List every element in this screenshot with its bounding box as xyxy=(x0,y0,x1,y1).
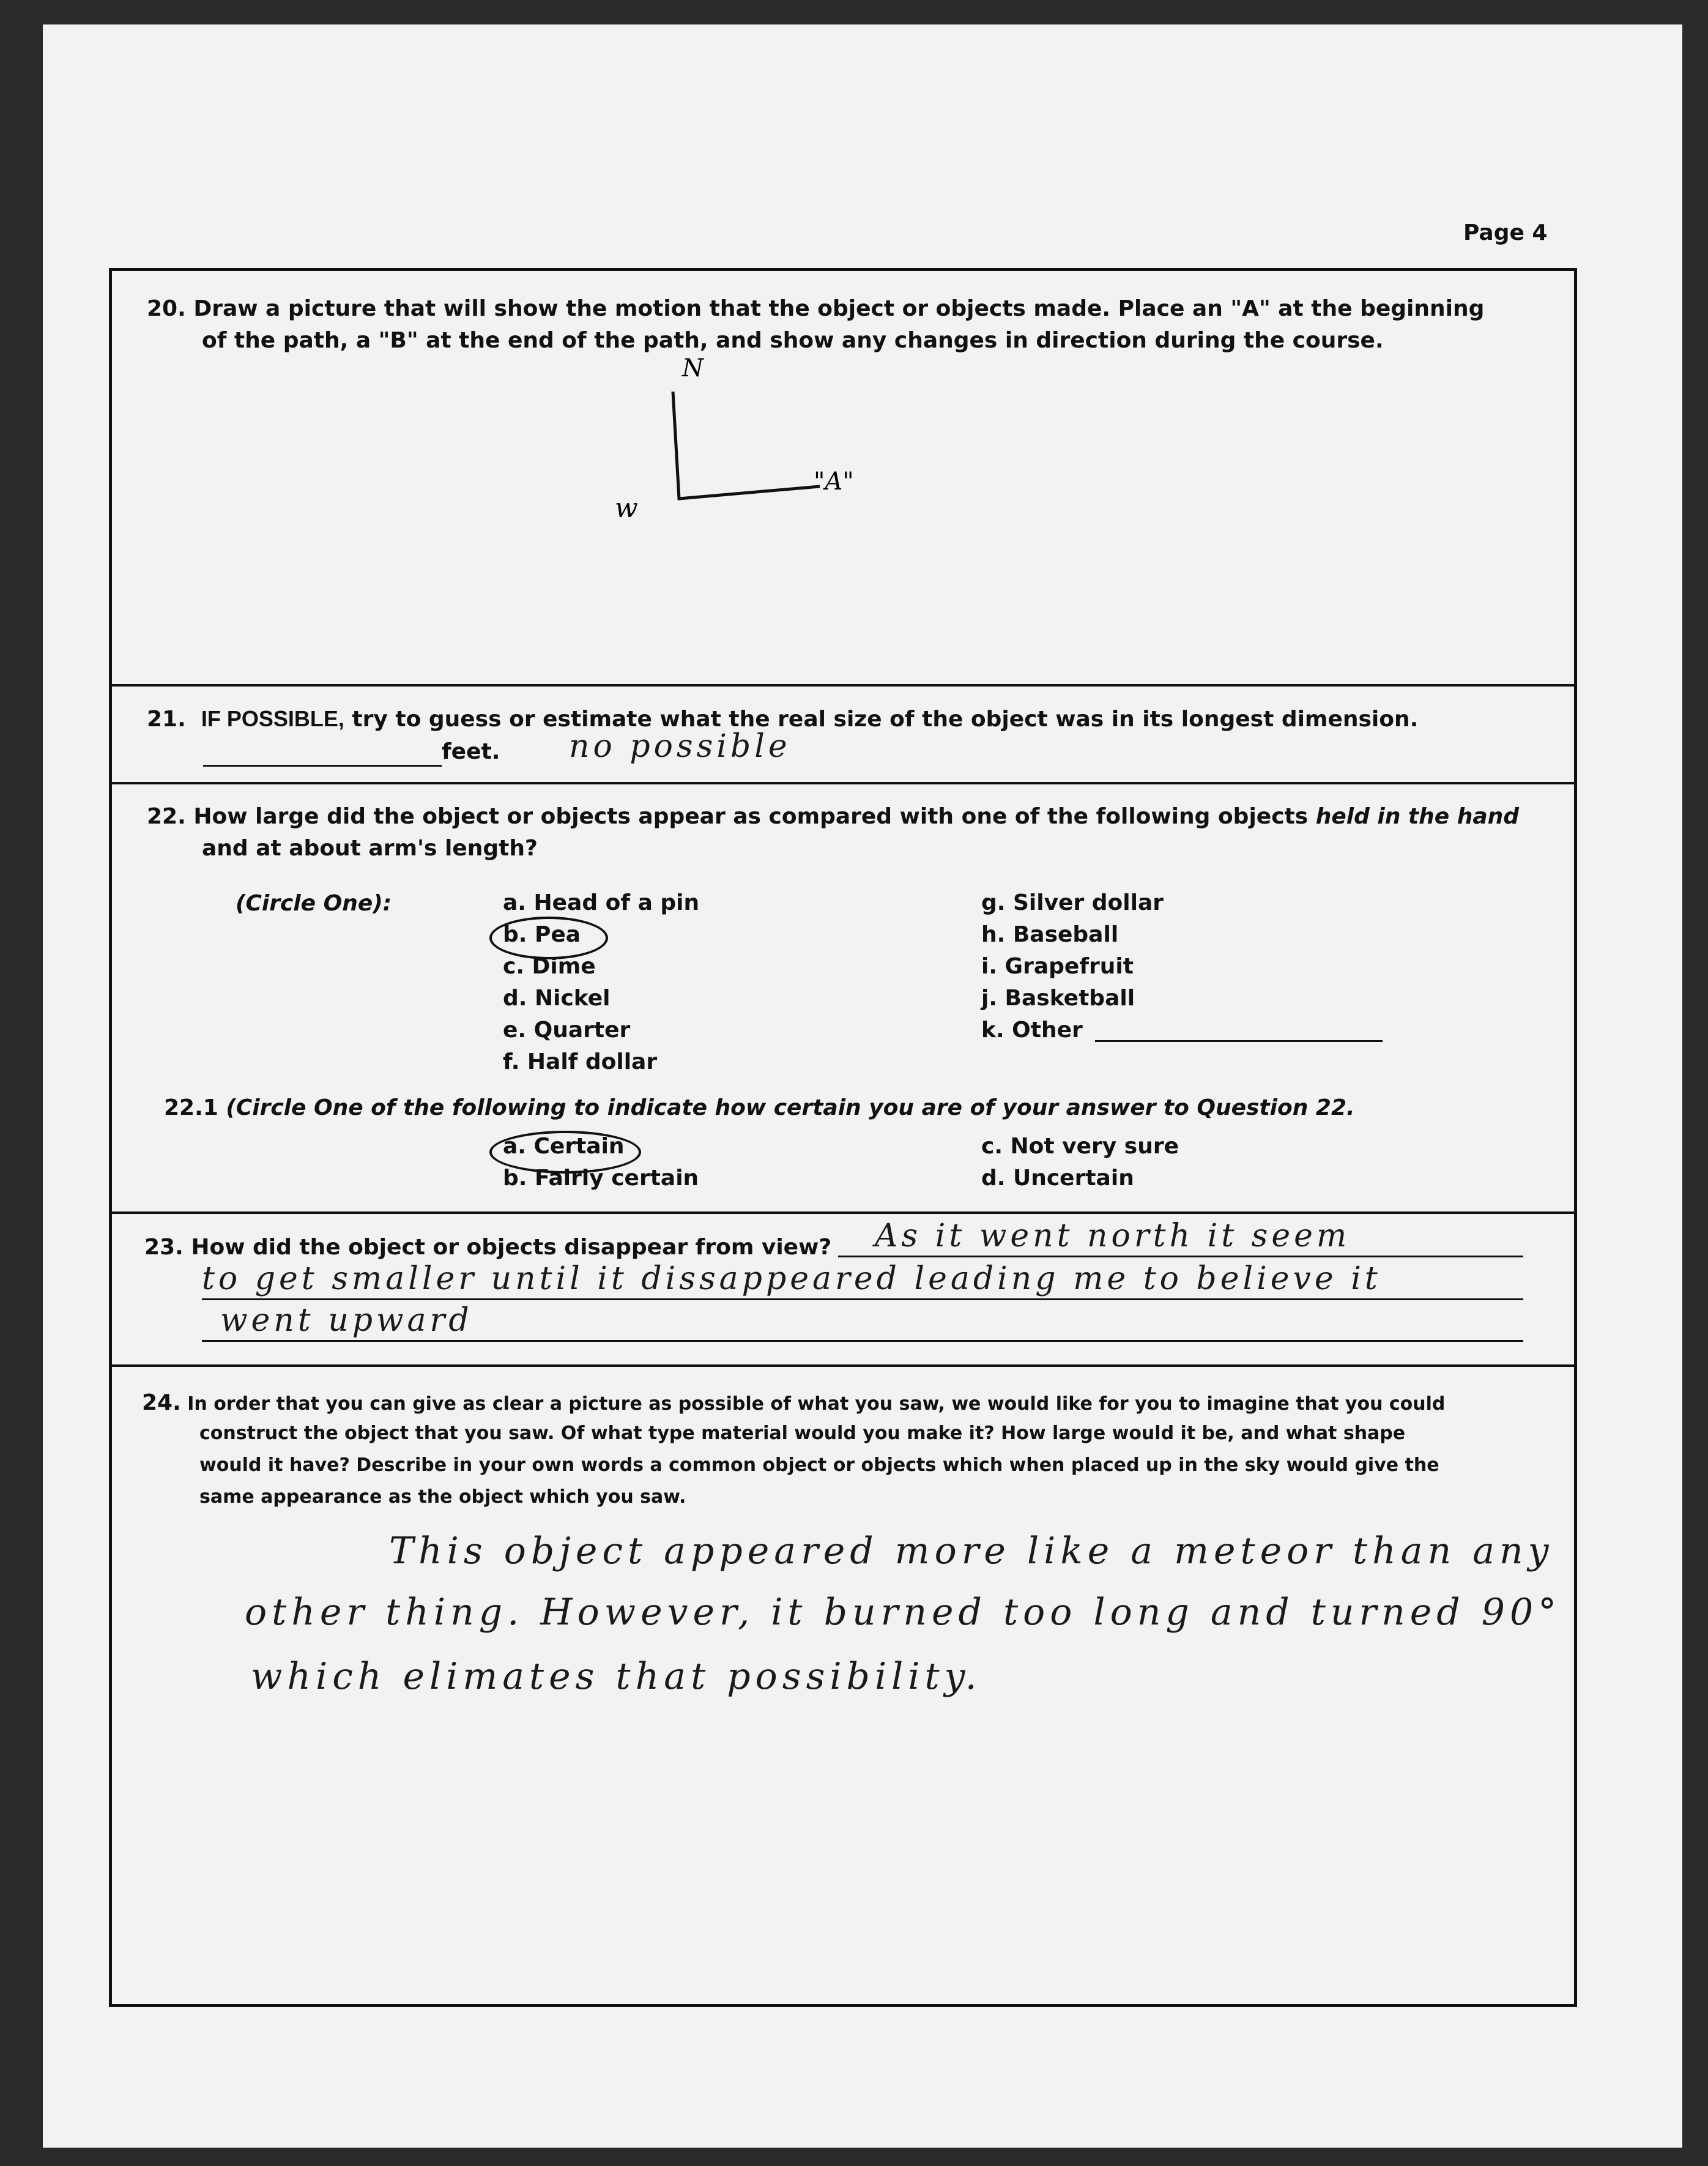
q23-answer-1: As it went north it seem xyxy=(875,1218,1351,1254)
q22-option-h[interactable]: h. Baseball xyxy=(981,922,1119,947)
q22-instruction: (Circle One): xyxy=(236,891,392,916)
sketch-label-a: "A" xyxy=(814,467,854,496)
q22-1-selection-circle xyxy=(489,1131,641,1174)
divider-23-24 xyxy=(109,1364,1577,1367)
q22-1-option-d[interactable]: d. Uncertain xyxy=(981,1166,1134,1191)
q22-line1: 22. How large did the object or objects appear as compared with one of the following objects held in the hand xyxy=(147,804,1520,829)
q21-unit: feet. xyxy=(442,739,500,764)
q23-answer-2: to get smaller until it dissappeared leading me to believe it xyxy=(202,1260,1381,1297)
q22-selection-circle xyxy=(489,917,608,959)
q23-answer-3: went upward xyxy=(220,1302,473,1339)
sketch-label-w: w xyxy=(615,493,638,524)
q24-answer-2: other thing. However, it burned too long and turned 90° xyxy=(245,1591,1562,1634)
q22-option-c[interactable]: c. Dime xyxy=(503,954,596,979)
q22-other-line xyxy=(1095,1040,1383,1042)
divider-20-21 xyxy=(109,684,1577,687)
page-number: Page 4 xyxy=(1463,220,1548,245)
q22-1-option-c[interactable]: c. Not very sure xyxy=(981,1134,1179,1159)
q22-option-b[interactable]: b. Pea xyxy=(503,922,581,947)
q24-line1: 24. In order that you can give as clear a picture as possible of what you saw, we would like for you to imagine that you could xyxy=(142,1390,1446,1415)
q20-line1: 20. Draw a picture that will show the motion that the object or objects made. Place an "A" at the beginning xyxy=(147,296,1485,321)
divider-21-22 xyxy=(109,782,1577,784)
form-frame xyxy=(109,268,1577,2007)
q22-1-question: 22.1 (Circle One of the following to indicate how certain you are of your answer to Question 22. xyxy=(164,1095,1355,1120)
q21-answer-line xyxy=(203,765,442,767)
q24-answer-3: which elimates that possibility. xyxy=(251,1655,982,1698)
q22-1-option-b[interactable]: b. Fairly certain xyxy=(503,1166,699,1191)
q23-answer-line-3 xyxy=(202,1340,1523,1342)
q23-question: 23. How did the object or objects disappear from view? xyxy=(144,1235,832,1260)
q24-answer-1: This object appeared more like a meteor than any xyxy=(389,1530,1554,1572)
q22-option-a[interactable]: a. Head of a pin xyxy=(503,890,700,915)
q22-option-j[interactable]: j. Basketball xyxy=(981,986,1135,1011)
q23-answer-line-1 xyxy=(838,1256,1523,1257)
q24-line3: would it have? Describe in your own words a common object or objects which when placed up in the sky would give the xyxy=(199,1454,1439,1476)
q24-line2: construct the object that you saw. Of what type material would you make it? How large would it be, and what shape xyxy=(199,1423,1406,1444)
motion-sketch xyxy=(612,343,918,526)
q22-option-g[interactable]: g. Silver dollar xyxy=(981,890,1164,915)
q24-line4: same appearance as the object which you saw. xyxy=(199,1486,686,1508)
q22-option-f[interactable]: f. Half dollar xyxy=(503,1049,658,1074)
q20-line2: of the path, a "B" at the end of the path, and show any changes in direction during the course. xyxy=(202,328,1384,353)
sketch-label-n: N xyxy=(682,354,704,382)
q22-line2: and at about arm's length? xyxy=(202,836,538,861)
q22-option-k[interactable]: k. Other xyxy=(981,1018,1083,1043)
divider-22-23 xyxy=(109,1211,1577,1214)
q21-handwritten-answer: no possible xyxy=(569,728,791,765)
q23-answer-line-2 xyxy=(202,1298,1523,1300)
q22-option-d[interactable]: d. Nickel xyxy=(503,986,611,1011)
q22-option-e[interactable]: e. Quarter xyxy=(503,1018,631,1043)
q22-1-option-a[interactable]: a. Certain xyxy=(503,1134,625,1159)
q22-option-i[interactable]: i. Grapefruit xyxy=(981,954,1134,979)
q21-question: 21. IF POSSIBLE, try to guess or estimate what the real size of the object was in its longest dimension. xyxy=(147,706,1419,732)
